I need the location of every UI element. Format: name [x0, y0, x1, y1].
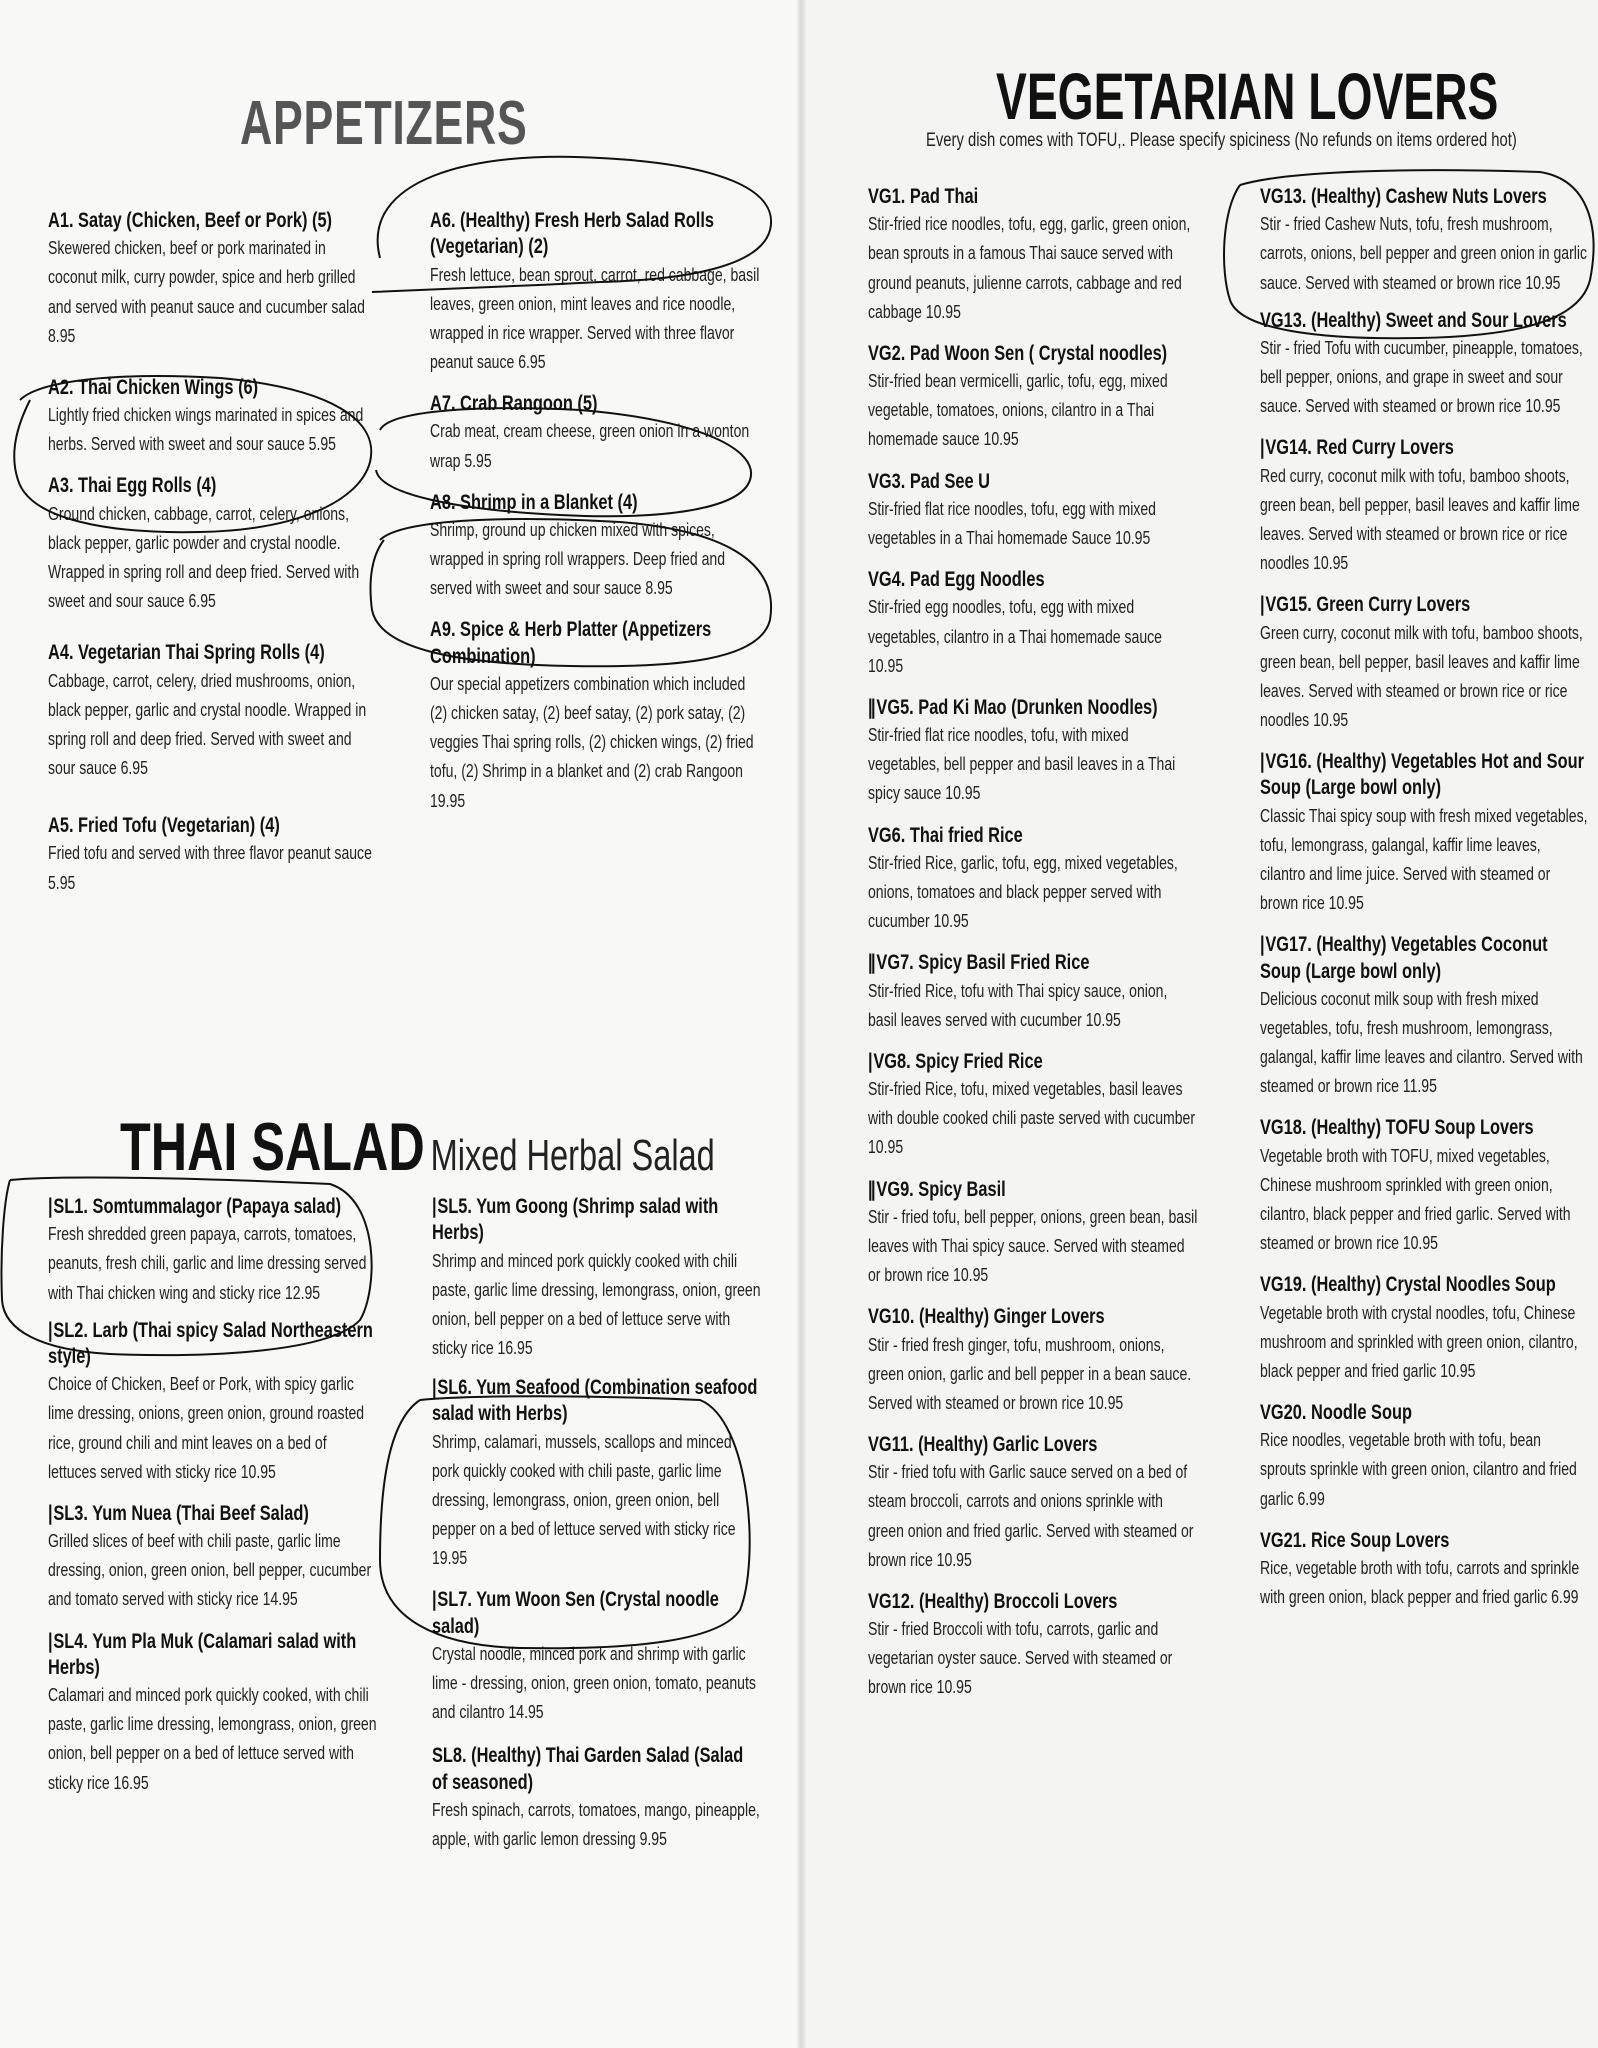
menu-item-title: [430, 490, 759, 516]
menu-item-title-text: VG5. Pad Ki Mao (Drunken Noodles): [876, 695, 1158, 719]
menu-item-description: Grilled slices of beef with chili paste, garlic lime dressing, onion, green onion, bell pepper, cucumber and tomato served with sticky rice 14.95: [48, 1531, 372, 1610]
menu-item-title: [1260, 592, 1589, 618]
menu-item-description: Our special appetizers combination which included (2) chicken satay, (2) beef satay, (2) pork satay, (2) veggies Thai spring rolls, (2) chicken wings, (2) fried tofu, (2) Shrimp in a blanket and (2) crab Rangoon 19.95: [430, 673, 754, 811]
menu-item-title-text: A9. Spice & Herb Platter (Appetizers Combination): [430, 618, 712, 668]
menu-item-description: Rice, vegetable broth with tofu, carrots and sprinkle with green onion, black pepper and fried garlic 6.99: [1260, 1558, 1580, 1608]
menu-item-vg21: [1260, 1528, 1590, 1613]
menu-item-title-text: SL3. Yum Nuea (Thai Beef Salad): [53, 1501, 309, 1525]
menu-item-vg18: [1260, 1115, 1590, 1258]
vegetarian-right-column: [1260, 184, 1590, 1612]
menu-item-title-text: A3. Thai Egg Rolls (4): [48, 474, 217, 498]
menu-item-title: [430, 391, 759, 417]
menu-item-a9: [430, 617, 760, 815]
menu-item-title: [48, 1629, 377, 1682]
menu-item-vg12: [868, 1589, 1198, 1703]
menu-item-a4: [48, 640, 378, 783]
menu-item-title: [1260, 932, 1589, 985]
menu-item-title: [868, 823, 1197, 849]
menu-item-title: [1260, 749, 1589, 802]
menu-item-description: Fresh lettuce, bean sprout, carrot, red cabbage, basil leaves, green onion, mint leaves and rice noodle, wrapped in rice wrapper. Served with three flavor peanut sauce 6.95: [430, 264, 760, 372]
menu-item-description: Stir-fried Rice, garlic, tofu, egg, mixed vegetables, onions, tomatoes and black pepper served with cucumber 10.95: [868, 852, 1178, 932]
menu-item-title-text: VG11. (Healthy) Garlic Lovers: [868, 1433, 1098, 1457]
menu-item-title: [432, 1375, 761, 1428]
menu-item-vg15: [1260, 592, 1590, 735]
menu-item-title-text: VG20. Noodle Soup: [1260, 1401, 1412, 1425]
chili-spicy-icon: |: [48, 1629, 52, 1653]
menu-item-title: [868, 1304, 1197, 1330]
menu-item-title-text: VG2. Pad Woon Sen ( Crystal noodles): [868, 341, 1168, 365]
menu-item-title-text: SL2. Larb (Thai spicy Salad Northeastern style): [48, 1318, 373, 1368]
menu-item-a8: [430, 490, 760, 604]
appetizers-heading: APPETIZERS: [240, 89, 528, 158]
menu-item-title-text: VG15. Green Curry Lovers: [1265, 593, 1471, 617]
chili-spicy-icon: ||: [868, 695, 875, 719]
menu-item-description: Stir-fried flat rice noodles, tofu, egg with mixed vegetables in a Thai homemade Sauce 10.95: [868, 498, 1156, 548]
menu-item-description: Ground chicken, cabbage, carrot, celery, onions, black pepper, garlic powder and crystal noodle. Wrapped in spring roll and deep fried. Served with sweet and sour sauce 6.95: [48, 503, 360, 612]
menu-item-vg13: [1260, 308, 1590, 422]
menu-item-title-text: VG9. Spicy Basil: [876, 1177, 1006, 1201]
menu-item-title: [868, 950, 1197, 976]
menu-item-sl5: [432, 1194, 762, 1363]
page-fold: [796, 0, 806, 2048]
menu-item-vg6: [868, 823, 1198, 937]
menu-item-description: Shrimp and minced pork quickly cooked with chili paste, garlic lime dressing, lemongrass, onion, green onion, bell pepper on a bed of lettuce serve with sticky rice 16.95: [432, 1250, 761, 1358]
thai-salad-subtitle: Mixed Herbal Salad: [430, 1131, 715, 1180]
menu-item-title: [432, 1194, 761, 1247]
menu-item-title-text: A2. Thai Chicken Wings (6): [48, 375, 259, 399]
menu-item-vg9: [868, 1177, 1198, 1291]
salad-left-column: [48, 1194, 378, 1798]
menu-item-title-text: SL6. Yum Seafood (Combination seafood salad with Herbs): [432, 1376, 758, 1426]
menu-item-description: Shrimp, ground up chicken mixed with spices, wrapped in spring roll wrappers. Deep fried and served with sweet and sour sauce 8.95: [430, 519, 725, 599]
menu-item-title: [868, 184, 1197, 210]
menu-item-title: [48, 1194, 377, 1220]
menu-item-title-text: SL1. Somtummalagor (Papaya salad): [53, 1195, 342, 1218]
menu-item-vg7: [868, 950, 1198, 1035]
menu-item-sl7: [432, 1587, 762, 1727]
thai-salad-heading: [120, 1108, 715, 1186]
menu-item-title: [868, 341, 1197, 367]
menu-item-title-text: VG18. (Healthy) TOFU Soup Lovers: [1260, 1116, 1534, 1140]
menu-item-title: [48, 208, 377, 234]
thai-salad-title: THAI SALAD: [120, 1109, 425, 1185]
menu-item-description: Stir-fried Rice, tofu with Thai spicy sauce, onion, basil leaves served with cucumber 10.95: [868, 980, 1168, 1030]
menu-item-vg2: [868, 341, 1198, 455]
menu-item-description: Fresh spinach, carrots, tomatoes, mango, pineapple, apple, with garlic lemon dressing 9.95: [432, 1799, 760, 1850]
menu-item-description: Cabbage, carrot, celery, dried mushrooms, onion, black pepper, garlic and crystal noodle. Wrapped in spring roll and deep fried. Served with sweet and sour sauce 6.95: [48, 670, 367, 779]
menu-item-description: Fresh shredded green papaya, carrots, tomatoes, peanuts, fresh chili, garlic and lime dressing served with Thai chicken wing and sticky rice 12.95: [48, 1224, 367, 1303]
menu-item-a5: [48, 813, 378, 898]
menu-item-title: [868, 1432, 1197, 1458]
menu-item-title-text: VG12. (Healthy) Broccoli Lovers: [868, 1589, 1118, 1613]
menu-item-title: [1260, 1115, 1589, 1141]
menu-item-a1: [48, 208, 378, 351]
menu-item-sl8: [432, 1743, 762, 1854]
menu-item-title-text: VG8. Spicy Fried Rice: [873, 1049, 1043, 1073]
menu-item-description: Crystal noodle, minced pork and shrimp with garlic lime - dressing, onion, green onion, tomato, peanuts and cilantro 14.95: [432, 1643, 756, 1723]
menu-item-title-text: A8. Shrimp in a Blanket (4): [430, 490, 638, 514]
menu-item-title-text: SL8. (Healthy) Thai Garden Salad (Salad of seasoned): [432, 1744, 744, 1794]
menu-item-title-text: SL5. Yum Goong (Shrimp salad with Herbs): [432, 1195, 719, 1245]
menu-item-title: [48, 473, 377, 499]
chili-spicy-icon: |: [1260, 436, 1264, 460]
menu-item-a3: [48, 473, 378, 616]
menu-item-vg5: [868, 695, 1198, 809]
chili-spicy-icon: |: [868, 1049, 872, 1073]
menu-item-title-text: VG3. Pad See U: [868, 469, 990, 493]
menu-item-vg14: [1260, 435, 1590, 578]
menu-item-description: Green curry, coconut milk with tofu, bamboo shoots, green bean, bell pepper, basil leaves and kaffir lime leaves. Served with steamed or brown rice or rice noodles 10.95: [1260, 622, 1583, 731]
menu-item-title-text: VG13. (Healthy) Sweet and Sour Lovers: [1260, 308, 1567, 332]
menu-item-title: [48, 640, 377, 666]
menu-item-description: Stir - fried Tofu with cucumber, pineapple, tomatoes, bell pepper, onions, and grape in sweet and sour sauce. Served with steamed or brown rice 10.95: [1260, 337, 1583, 417]
menu-item-vg8: [868, 1049, 1198, 1163]
menu-item-sl3: [48, 1501, 378, 1615]
menu-item-description: Stir-fried bean vermicelli, garlic, tofu, egg, mixed vegetable, tomatoes, onions, cilantro in a Thai homemade sauce 10.95: [868, 371, 1168, 450]
menu-item-title: [1260, 1272, 1589, 1298]
vegetarian-left-column: [868, 184, 1198, 1703]
menu-item-description: Vegetable broth with crystal noodles, tofu, Chinese mushroom and sprinkled with green onion, cilantro, black pepper and fried garlic 10.95: [1260, 1302, 1578, 1381]
menu-item-title-text: VG13. (Healthy) Cashew Nuts Lovers: [1260, 185, 1547, 208]
menu-item-title-text: VG1. Pad Thai: [868, 185, 979, 208]
menu-item-title-text: A1. Satay (Chicken, Beef or Pork) (5): [48, 209, 333, 232]
menu-item-title: [48, 1318, 377, 1371]
menu-item-title: [430, 208, 759, 261]
menu-item-description: Classic Thai spicy soup with fresh mixed vegetables, tofu, lemongrass, galangal, kaffir lime leaves, cilantro and lime juice. Served with steamed or brown rice 10.95: [1260, 805, 1588, 914]
menu-item-title-text: VG16. (Healthy) Vegetables Hot and Sour Soup (Large bowl only): [1260, 750, 1584, 800]
menu-item-sl2: [48, 1318, 378, 1487]
menu-item-description: Stir - fried fresh ginger, tofu, mushroom, onions, green onion, garlic and bell pepper in a bean sauce. Served with steamed or brown rice 10.95: [868, 1334, 1192, 1413]
menu-item-sl4: [48, 1629, 378, 1798]
menu-item-title-text: A5. Fried Tofu (Vegetarian) (4): [48, 814, 280, 838]
chili-spicy-icon: |: [432, 1376, 436, 1400]
menu-item-description: Stir - fried tofu, bell pepper, onions, green bean, basil leaves with Thai spicy sauce. Served with steamed or brown rice 10.95: [868, 1206, 1198, 1286]
menu-item-description: Stir-fried rice noodles, tofu, egg, garlic, green onion, bean sprouts in a famous Thai sauce served with ground peanuts, julienne carrots, cabbage and red cabbage 10.95: [868, 214, 1191, 322]
menu-item-title: [48, 813, 377, 839]
menu-item-description: Vegetable broth with TOFU, mixed vegetables, Chinese mushroom sprinkled with green onion, cilantro, black pepper and fried garlic. Served with steamed or brown rice 10.95: [1260, 1145, 1571, 1254]
menu-item-title: [1260, 435, 1589, 461]
menu-item-description: Crab meat, cream cheese, green onion in a wonton wrap 5.95: [430, 421, 750, 471]
menu-item-description: Red curry, coconut milk with tofu, bamboo shoots, green bean, bell pepper, basil leaves and kaffir lime leaves. Served with steamed or brown rice or rice noodles 10.95: [1260, 465, 1580, 574]
menu-item-vg4: [868, 567, 1198, 681]
chili-spicy-icon: ||: [868, 1177, 875, 1201]
menu-item-title: [868, 567, 1197, 593]
menu-item-title: [48, 375, 377, 401]
chili-spicy-icon: |: [48, 1501, 52, 1525]
appetizers-right-column: [430, 208, 760, 816]
chili-spicy-icon: ||: [868, 951, 875, 975]
menu-item-description: Shrimp, calamari, mussels, scallops and minced pork quickly cooked with chili paste, garlic lime dressing, lemongrass, onion, green onion, bell pepper on a bed of lettuce served with sticky rice 19.95: [432, 1431, 736, 1569]
vegetarian-lovers-heading: VEGETARIAN LOVERS: [996, 59, 1499, 133]
menu-item-a6: [430, 208, 760, 377]
menu-item-description: Skewered chicken, beef or pork marinated in coconut milk, curry powder, spice and herb grilled and served with peanut sauce and cucumber salad 8.95: [48, 238, 365, 346]
menu-item-description: Rice noodles, vegetable broth with tofu, bean sprouts sprinkle with green onion, cilantro and fried garlic 6.99: [1260, 1430, 1577, 1509]
menu-item-title-text: VG7. Spicy Basil Fried Rice: [876, 951, 1090, 975]
chili-spicy-icon: |: [432, 1195, 436, 1218]
menu-item-a2: [48, 375, 378, 460]
menu-item-vg3: [868, 469, 1198, 554]
menu-item-vg10: [868, 1304, 1198, 1418]
menu-item-title: [1260, 308, 1589, 334]
menu-item-title: [868, 1177, 1197, 1203]
salad-right-column: [432, 1194, 762, 1854]
menu-item-title: [1260, 1528, 1589, 1554]
menu-item-description: Stir - fried tofu with Garlic sauce served on a bed of steam broccoli, carrots and onions sprinkle with green onion and fried garlic. Served with steamed or brown rice 10.95: [868, 1462, 1194, 1570]
menu-item-title-text: A4. Vegetarian Thai Spring Rolls (4): [48, 641, 325, 665]
chili-spicy-icon: |: [1260, 750, 1264, 774]
menu-item-title-text: VG19. (Healthy) Crystal Noodles Soup: [1260, 1273, 1556, 1297]
menu-item-sl1: [48, 1194, 378, 1308]
menu-item-a7: [430, 391, 760, 476]
menu-item-title-text: VG4. Pad Egg Noodles: [868, 568, 1045, 592]
chili-spicy-icon: |: [432, 1588, 436, 1612]
menu-item-title-text: SL4. Yum Pla Muk (Calamari salad with Herbs): [48, 1629, 357, 1679]
menu-item-title-text: VG17. (Healthy) Vegetables Coconut Soup (Large bowl only): [1260, 933, 1548, 983]
menu-item-title-text: VG10. (Healthy) Ginger Lovers: [868, 1305, 1105, 1329]
menu-item-description: Stir - fried Cashew Nuts, tofu, fresh mushroom, carrots, onions, bell pepper and green onion in garlic sauce. Served with steamed or brown rice 10.95: [1260, 214, 1588, 293]
menu-item-title: [1260, 184, 1589, 210]
menu-item-description: Stir-fried flat rice noodles, tofu, with mixed vegetables, bell pepper and basil leaves in a Thai spicy sauce 10.95: [868, 725, 1176, 804]
vegetarian-lovers-subtitle: Every dish comes with TOFU,. Please specify spiciness (No refunds on items ordered hot): [926, 130, 1517, 151]
menu-item-sl6: [432, 1375, 762, 1573]
menu-item-title: [48, 1501, 377, 1527]
menu-item-title: [868, 1589, 1197, 1615]
menu-item-title: [868, 1049, 1197, 1075]
menu-item-title: [1260, 1400, 1589, 1426]
menu-item-vg16: [1260, 749, 1590, 918]
menu-item-description: Calamari and minced pork quickly cooked, with chili paste, garlic lime dressing, lemongrass, onion, green onion, bell pepper on a bed of lettuce served with sticky rice 16.95: [48, 1685, 377, 1793]
appetizers-left-column: [48, 208, 378, 898]
menu-item-description: Stir-fried Rice, tofu, mixed vegetables, basil leaves with double cooked chili paste served with cucumber 10.95: [868, 1079, 1196, 1158]
menu-item-description: Fried tofu and served with three flavor peanut sauce 5.95: [48, 843, 372, 893]
menu-item-title-text: VG21. Rice Soup Lovers: [1260, 1528, 1450, 1552]
menu-item-vg1: [868, 184, 1198, 327]
menu-item-vg11: [868, 1432, 1198, 1575]
menu-item-description: Stir-fried egg noodles, tofu, egg with mixed vegetables, cilantro in a Thai homemade sauce 10.95: [868, 597, 1162, 676]
menu-item-title-text: VG14. Red Curry Lovers: [1265, 436, 1454, 460]
menu-item-vg19: [1260, 1272, 1590, 1386]
menu-item-title: [432, 1587, 761, 1640]
chili-spicy-icon: |: [48, 1195, 52, 1218]
menu-item-title-text: SL7. Yum Woon Sen (Crystal noodle salad): [432, 1588, 719, 1638]
menu-item-title: [432, 1743, 761, 1796]
menu-item-vg20: [1260, 1400, 1590, 1514]
menu-item-description: Choice of Chicken, Beef or Pork, with spicy garlic lime dressing, onions, green onion, ground roasted rice, ground chili and mint leaves on a bed of lettuces served with sticky rice 10.95: [48, 1374, 365, 1482]
menu-item-description: Delicious coconut milk soup with fresh mixed vegetables, tofu, fresh mushroom, lemongrass, galangal, kaffir lime leaves and cilantro. Served with steamed or brown rice 11.95: [1260, 988, 1583, 1097]
menu-item-title: [430, 617, 759, 670]
chili-spicy-icon: |: [1260, 593, 1264, 617]
chili-spicy-icon: |: [48, 1318, 52, 1342]
menu-item-description: Lightly fried chicken wings marinated in spices and herbs. Served with sweet and sour sauce 5.95: [48, 405, 364, 455]
menu-item-title: [868, 695, 1197, 721]
menu-item-title-text: A7. Crab Rangoon (5): [430, 392, 598, 416]
chili-spicy-icon: |: [1260, 933, 1264, 957]
menu-item-vg13: [1260, 184, 1590, 298]
menu-item-title-text: A6. (Healthy) Fresh Herb Salad Rolls (Vegetarian) (2): [430, 209, 715, 259]
menu-item-vg17: [1260, 932, 1590, 1101]
menu-item-title: [868, 469, 1197, 495]
menu-item-title-text: VG6. Thai fried Rice: [868, 823, 1023, 847]
menu-item-description: Stir - fried Broccoli with tofu, carrots, garlic and vegetarian oyster sauce. Served with steamed or brown rice 10.95: [868, 1619, 1173, 1698]
